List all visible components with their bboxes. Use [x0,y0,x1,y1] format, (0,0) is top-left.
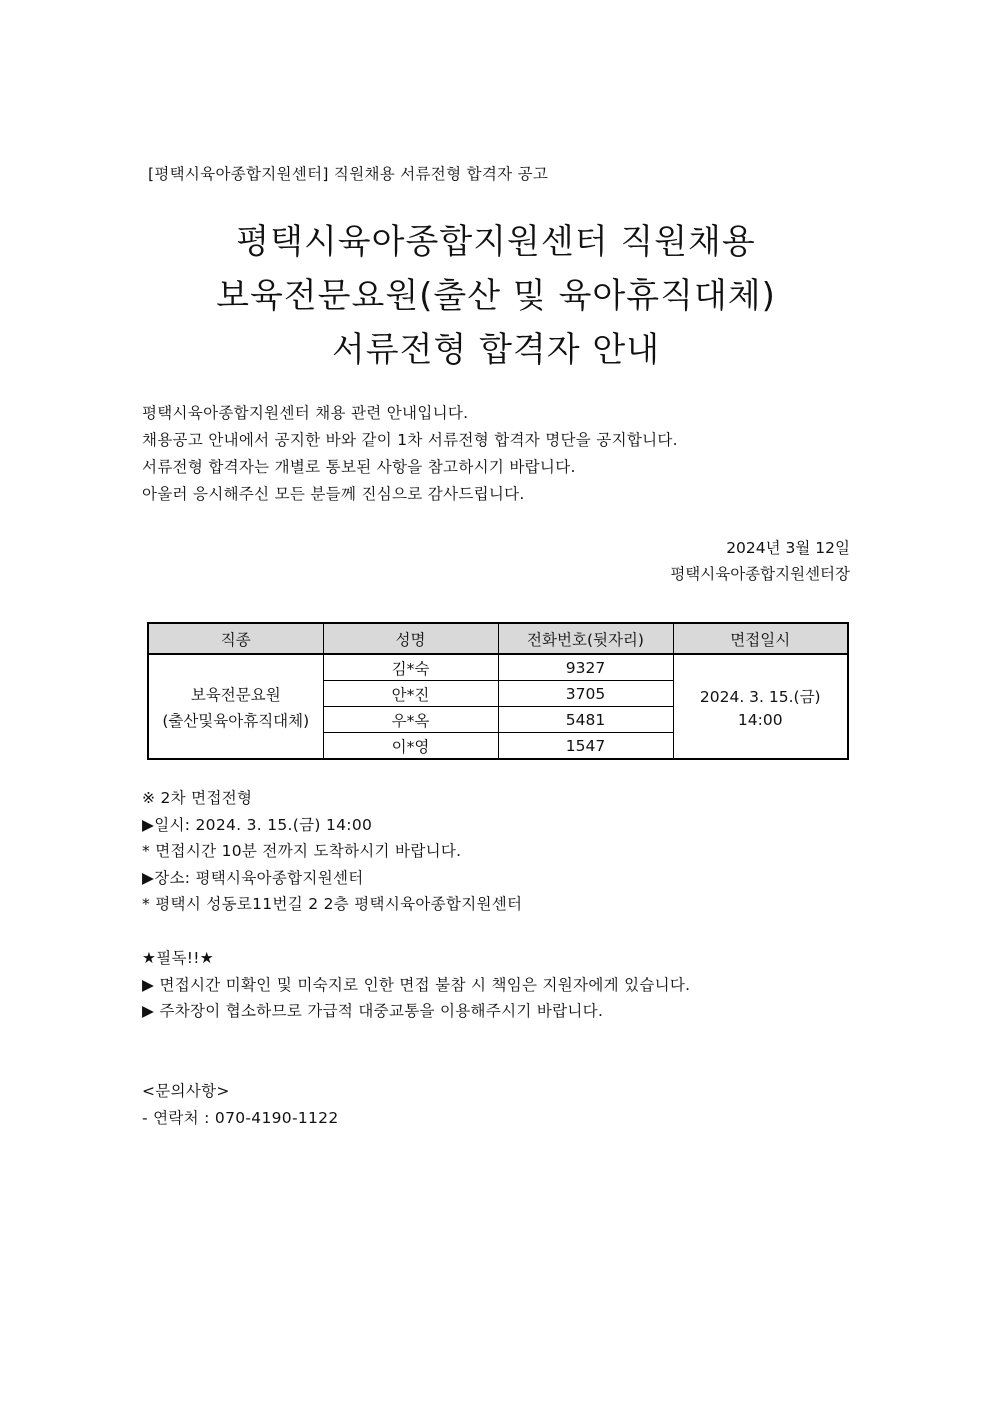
table-header-row [148,623,848,654]
notice-line: ▶ 면접시간 미확인 및 미숙지로 인한 면접 불참 시 책임은 지원자에게 있습니다. [142,975,691,994]
info-line: ▶장소: 평택시육아종합지원센터 [142,868,364,887]
intro-line: 서류전형 합격자는 개별로 통보된 사항을 참고하시기 바랍니다. [142,458,576,476]
title-line-3: 서류전형 합격자 안내 [331,330,661,370]
header-name: 성명 [323,623,498,654]
title-line-2: 보육전문요원(출산 및 육아휴직대체) [216,276,776,316]
header-phone: 전화번호(뒷자리) [498,623,673,654]
intro-line: 아울러 응시해주신 모든 분들께 진심으로 감사드립니다. [142,485,525,503]
signer: 평택시육아종합지원센터장 [670,565,850,583]
info-line: * 평택시 성동로11번길 2 2층 평택시육아종합지원센터 [142,895,523,913]
name-cell: 이*영 [323,733,498,760]
notice-section [142,945,690,1025]
phone-cell: 9327 [498,654,673,681]
phone-cell: 5481 [498,707,673,733]
info-line: ▶일시: 2024. 3. 15.(금) 14:00 [142,815,373,834]
intro-line: 채용공고 안내에서 공지한 바와 같이 1차 서류전형 합격자 명단을 공지합니다. [142,431,678,449]
title-line-1: 평택시육아종합지원센터 직원채용 [236,222,756,262]
phone-cell: 1547 [498,733,673,760]
header-job: 직종 [148,623,323,654]
contact-section [142,1078,338,1131]
interview-info [142,785,522,918]
name-cell: 안*진 [323,681,498,707]
interview-time: 14:00 [737,710,783,729]
notice-date: 2024년 3월 12일 [726,539,850,557]
info-line: ※ 2차 면접전형 [142,789,253,807]
contact-heading: <문의사항> [142,1082,230,1100]
header-interview: 면접일시 [673,623,848,654]
info-line: * 면접시간 10분 전까지 도착하시기 바랍니다. [142,842,462,860]
notice-line: ▶ 주차장이 협소하므로 가급적 대중교통을 이용해주시기 바랍니다. [142,1002,604,1020]
interview-cell [673,654,848,759]
name-cell: 우*옥 [323,707,498,733]
table-row [148,654,848,681]
job-line-2: (출산및육아휴직대체) [162,711,310,730]
results-table [147,622,849,760]
intro-paragraph [142,400,678,508]
interview-date: 2024. 3. 15.(금) [699,687,821,706]
name-cell: 김*숙 [323,654,498,681]
job-line-1: 보육전문요원 [190,685,281,704]
phone-cell: 3705 [498,681,673,707]
contact-line: - 연락처 : 070-4190-1122 [142,1108,339,1127]
header-line: [평택시육아종합지원센터] 직원채용 서류전형 합격자 공고 [148,165,549,183]
job-cell [148,654,323,759]
date-signature [670,535,850,587]
notice-line: ★필독!!★ [142,949,214,967]
intro-line: 평택시육아종합지원센터 채용 관련 안내입니다. [142,404,469,422]
